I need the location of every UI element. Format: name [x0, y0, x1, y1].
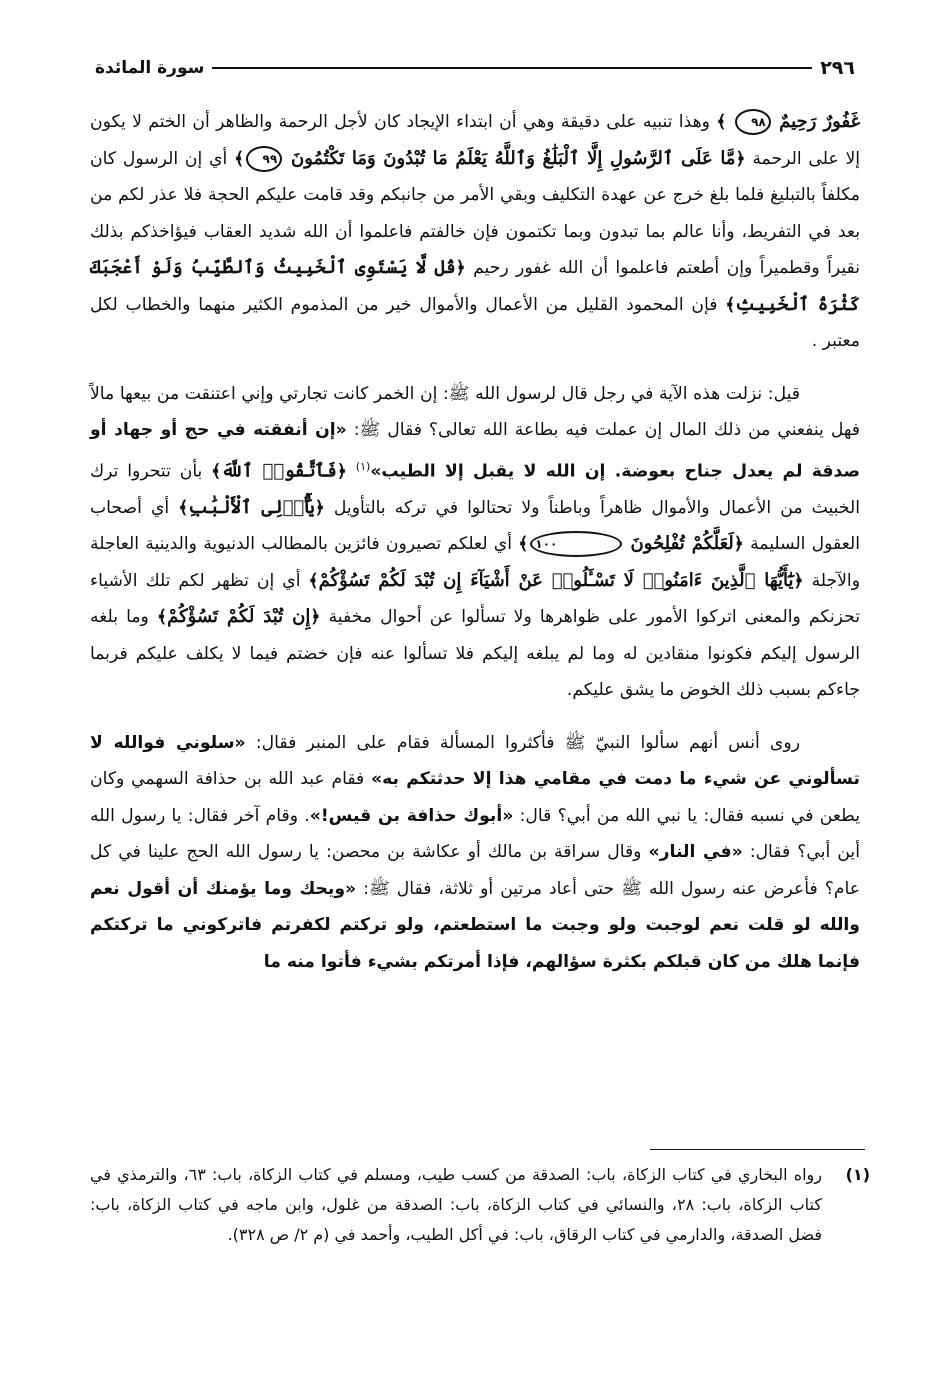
commentary-text: فقام عبد الله بن حذافة السهمي وكان يطعن في نسبه فقال: يا نبي الله من أبي؟ قال:: [90, 769, 860, 826]
quran-verse: إِن تُبْدَ لَكُمْ تَسُؤْكُمْ: [167, 606, 311, 628]
bracket-open: ﴿: [455, 258, 466, 278]
main-text: [90, 104, 860, 980]
quran-verse: مَّا عَلَى ٱلرَّسُولِ إِلَّا ٱلْبَلَٰغُ وَٱللَّهُ يَعْلَمُ مَا تُبْدُونَ وَمَا تَكْتُمُونَ: [290, 147, 736, 169]
hadith-quote: «سلوني فوالله لا تسألوني عن شيء ما دمت في مقامي هذا إلا حدثتكم به»: [90, 732, 860, 790]
bracket-close: ﴾: [725, 294, 736, 315]
bracket-open: ﴿: [314, 497, 325, 518]
paragraph-3: [90, 725, 860, 981]
footnote: [90, 1160, 870, 1250]
hadith-quote: «أبوك حذافة بن قيس!»: [309, 805, 514, 826]
surah-name: سورة المائدة: [95, 58, 205, 78]
ayah-number-marker: ١٠٠: [530, 531, 622, 557]
footnote-number: (١): [845, 1165, 870, 1184]
bracket-close: ﴾: [234, 148, 245, 169]
page-header: [95, 52, 855, 84]
commentary-text: وهذا تنبيه على دقيقة وهي أن ابتداء الإيجاد كان لأجل الرحمة والظاهر أن الختم لا يكون إلا على الرحمة: [90, 112, 861, 169]
bracket-open: ﴿: [793, 570, 804, 591]
commentary-text: بأن تتحروا ترك الخبيث من الأعمال والأموال ظاهراً وباطناً ولا تحتالوا في تركه بالتأويل: [90, 461, 860, 518]
ayah-number-marker: ٩٩: [246, 146, 282, 172]
commentary-text: . وقام آخر فقال: يا رسول الله أين أبي؟ فقال:: [90, 805, 860, 863]
bracket-open: ﴿: [310, 607, 321, 628]
bracket-close: ﴾: [716, 112, 727, 132]
bracket-close: ﴾: [211, 461, 222, 482]
bracket-open: ﴿: [336, 461, 347, 482]
page-number: ٢٩٦: [820, 57, 855, 79]
paragraph-2: [90, 376, 860, 709]
bracket-close: ﴾: [178, 497, 189, 518]
footnote-separator: [650, 1149, 865, 1150]
footnote-reference[interactable]: (١): [355, 459, 371, 473]
bracket-close: ﴾: [157, 607, 168, 628]
paragraph-1: [90, 104, 860, 360]
commentary-text: فإن المحمود القليل من الأعمال والأموال خير من المذموم الكثير منهما والخطاب لكل معتبر .: [90, 294, 860, 351]
commentary-text: وما بلغه الرسول إليكم فكونوا منقادين له وما لم يبلغه إليكم فلا تسألوا عنه فإن خضتم فيما لا يكلف عليكم فربما جاءكم بسبب ذلك الخوض ما يشق عليكم.: [90, 607, 860, 701]
bracket-open: ﴿: [733, 534, 744, 555]
quran-verse: يَٰٓأُو۟لِى ٱلْأَلْبَٰبِ: [188, 496, 315, 518]
quran-verse: غَفُورٌ رَحِيمٌ: [779, 111, 861, 132]
commentary-text: أي أصحاب العقول السليمة: [90, 497, 861, 555]
commentary-text: أي إن تظهر لكم تلك الأشياء تحزنكم والمعنى اتركوا الأمور على ظواهرها ولا تسألوا عن أحوال مخفية: [90, 570, 861, 628]
hadith-quote: «إن أنفقته في حج أو جهاد أو صدقة لم يعدل جناح بعوضة. إن الله لا يقبل إلا الطيب»: [90, 420, 860, 482]
quran-verse: يَٰٓأَيُّهَا ٱلَّذِينَ ءَامَنُوا۟ لَا تَسْـَٔلُوا۟ عَنْ أَشْيَآءَ إِن تُبْدَ لَكُمْ تَسُؤْكُمْ: [318, 569, 794, 591]
commentary-text: وقال سراقة بن مالك أو عكاشة بن محصن: يا رسول الله الحج علينا في كل عام؟ فأعرض عنه رسول الله ﷺ حتى أعاد مرتين أو ثلاثة، فقال ﷺ:: [90, 842, 861, 899]
quran-verse: فَٱتَّقُوا۟ ٱللَّهَ: [221, 460, 337, 482]
commentary-text: أي إن الرسول كان مكلفاً بالتبليغ فلما بلغ خرج عن عهدة التكليف وبقي الأمر من جانبكم وقد قامت عليكم الحجة فلا عذر لكم من بعد في التفريط، وأنا عالم بما تبدون وبما تكتمون فإن خالفتم فاعلموا أن الله شديد العقاب فيؤاخذكم بذلك نقيراً وقطميراً وإن أطعتم فاعلموا أن الله غفور رحيم: [90, 148, 860, 278]
header-rule: [212, 67, 812, 69]
bracket-close: ﴾: [308, 570, 319, 591]
hadith-quote: «في النار»: [648, 842, 743, 863]
bracket-open: ﴿: [735, 148, 746, 169]
footnote-text: رواه البخاري في كتاب الزكاة، باب: الصدقة من كسب طيب، ومسلم في كتاب الزكاة، باب: ٦٣، والترمذي في كتاب الزكاة، باب: ٢٨، والنسائي في كتاب الزكاة، باب: الصدقة من غلول، وابن ماجه في كتاب الزكاة، باب: فضل الصدقة، والدارمي في كتاب الرقاق، باب: في أكل الطيب، وأحمد في (م ٢/ ص ٣٢٨).: [90, 1165, 823, 1244]
quran-verse: لَعَلَّكُمْ تُفْلِحُونَ: [630, 533, 734, 555]
commentary-text: روى أنس أنهم سألوا النبيّ ﷺ فأكثروا المسألة فقام على المنبر فقال:: [255, 732, 800, 753]
bracket-close: ﴾: [518, 534, 529, 555]
quran-verse: قُل لَّا يَسْتَوِى ٱلْخَبِيثُ وَٱلطَّيِّبُ وَلَوْ أَعْجَبَكَ كَثْرَةُ ٱلْخَبِيثِ: [90, 257, 860, 315]
ayah-number-marker: ٩٨: [735, 109, 771, 135]
commentary-text: قيل: نزلت هذه الآية في رجل قال لرسول الله ﷺ: إن الخمر كانت تجارتي وإني اعتنقت من بيعها مالاً فهل ينفعني من ذلك المال إن عملت فيه بطاعة الله تعالى؟ فقال ﷺ:: [90, 383, 860, 440]
commentary-text: أي لعلكم تصيرون فائزين بالمطالب الدنيوية والدينية العاجلة والآجلة: [90, 534, 861, 591]
hadith-quote: «ويحك وما يؤمنك أن أقول نعم والله لو قلت نعم لوجبت ولو وجبت ما استطعتم، ولو تركتم لكفرتم فاتركوني ما تركتكم فإنما هلك من كان قبلكم بكثرة سؤالهم، فإذا أمرتكم بشيء فأتوا منه ما: [90, 878, 860, 972]
